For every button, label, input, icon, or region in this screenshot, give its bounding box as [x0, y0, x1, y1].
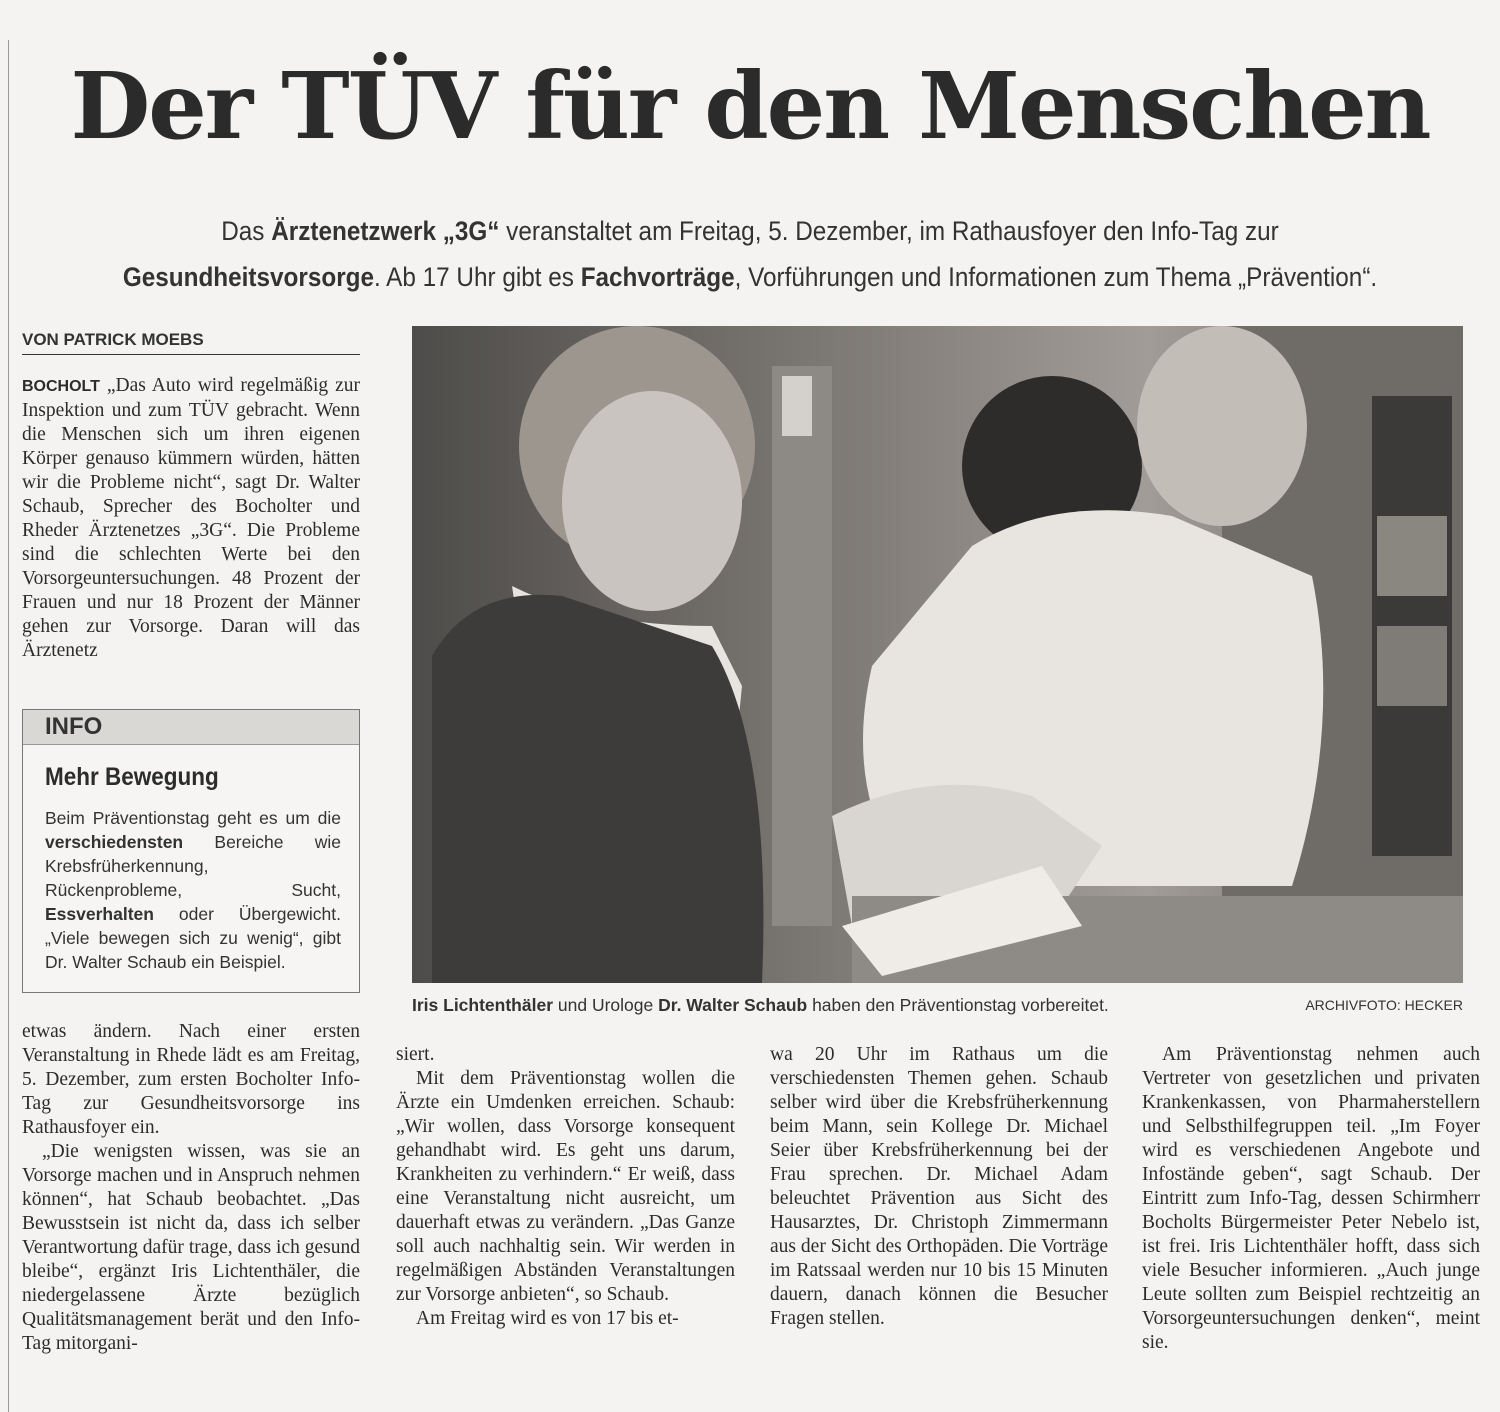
info-box-text: Beim Präventionstag geht es um die verschiedensten Bereiche wie Krebsfrüherkennung, Rückenprobleme, Sucht, Essverhalten oder Übergewicht. „Viele bewegen sich zu wenig“, gibt Dr. Walter Schaub ein Beispiel.	[45, 808, 341, 972]
subhead-line-1: Das Ärztenetzwerk „3G“ veranstaltet am Freitag, 5. Dezember, im Rathausfoyer den Info-Tag zur	[221, 216, 1279, 246]
caption-name-1: Iris Lichtenthäler	[412, 995, 554, 1015]
paragraph: Am Präventionstag nehmen auch Vertreter von gesetzlichen und privaten Krankenkassen, von Pharmaherstellern und Selbsthilfegruppen teil. „Im Foyer wird es verschiedenen Angebote und Infostände geben“, sagt Schaub. Der Eintritt zum Info-Tag, dessen Schirmherr Bocholts Bürgermeister Peter Nebelo ist, ist frei. Iris Lichtenthäler hofft, dass sich viele Besucher informieren. „Auch junge Leute sollten zum Beispiel rechtzeitig an Vorsorgeuntersuchungen denken“, meint sie.	[1142, 1044, 1480, 1353]
photo-caption: Iris Lichtenthäler und Urologe Dr. Walter Schaub haben den Präventionstag vorbereitet. ARCHIVFOTO: HECKER	[412, 995, 1463, 1015]
paragraph: Am Freitag wird es von 17 bis et-	[416, 1308, 679, 1329]
body-column-3	[770, 1043, 1108, 1331]
headline: Der TÜV für den Menschen	[70, 52, 1430, 160]
paragraph: siert.	[396, 1044, 435, 1065]
lead-column	[22, 374, 360, 663]
byline: VON PATRICK MOEBS	[22, 330, 360, 355]
body-column-2	[396, 1043, 735, 1331]
paragraph: Mit dem Präventionstag wollen die Ärzte ein Umdenken erreichen. Schaub: „Wir wollen, dass Vorsorge konsequent gehandhabt wird. Es geht uns darum, Krankheiten zu verhindern.“ Er weiß, dass eine Veranstaltung nicht ausreicht, um dauerhaft etwas zu verändern. „Das Ganze soll auch nachhaltig sein. Wir werden in regelmäßigen Abständen Veranstaltungen zur Vorsorge anbieten“, so Schaub.	[396, 1068, 735, 1305]
subheadline	[102, 208, 1398, 300]
paragraph: wa 20 Uhr im Rathaus um die verschiedensten Themen gehen. Schaub selber wird über die Krebsfrüherkennung beim Mann, sein Kollege Dr. Michael Seier über Krebsfrüherkennung bei der Frau sprechen. Dr. Michael Adam beleuchtet Prävention aus Sicht des Hausarztes, Dr. Christoph Zimmermann aus der Sicht des Orthopäden. Die Vorträge im Ratssaal werden nur 10 bis 15 Minuten dauern, danach können die Besucher Fragen stellen.	[770, 1044, 1108, 1329]
article-photo	[412, 326, 1463, 983]
caption-name-2: Dr. Walter Schaub	[658, 995, 808, 1015]
info-box-title: Mehr Bewegung	[45, 763, 219, 791]
body-column-1	[22, 1020, 360, 1356]
body-column-4	[1142, 1043, 1480, 1355]
info-box	[22, 709, 360, 993]
photo-illustration	[412, 326, 1463, 983]
photo-credit: ARCHIVFOTO: HECKER	[1305, 997, 1463, 1013]
info-box-label: INFO	[23, 710, 359, 745]
dateline: BOCHOLT	[22, 378, 100, 395]
paragraph: etwas ändern. Nach einer ersten Veranstaltung in Rhede lädt es am Freitag, 5. Dezember, zum ersten Bocholter Info-Tag zur Gesundheitsvorsorge ins Rathausfoyer ein.	[22, 1021, 360, 1138]
subhead-line-2: Gesundheitsvorsorge. Ab 17 Uhr gibt es Fachvorträge, Vorführungen und Informationen zum Thema „Prävention“.	[122, 262, 1378, 292]
left-column-rule	[8, 40, 9, 1412]
paragraph: „Die wenigsten wissen, was sie an Vorsorge machen und in Anspruch nehmen können“, hat Schaub beobachtet. „Das Bewusstsein ist nicht da, dass ich selber Verantwortung dafür trage, dass ich gesund bleibe“, ergänzt Iris Lichtenthäler, die niedergelassene Ärzte bezüglich Qualitätsmanagement berät und den Info-Tag mitorgani-	[22, 1141, 360, 1354]
lead-paragraph: BOCHOLT „Das Auto wird regelmäßig zur Inspektion und zum TÜV gebracht. Wenn die Menschen sich um ihren eigenen Körper genauso kümmern würden, hätten wir die Probleme nicht“, sagt Dr. Walter Schaub, Sprecher des Bocholter und Rheder Ärztenetzes „3G“. Die Probleme sind die schlechten Werte bei den Vorsorgeuntersuchungen. 48 Prozent der Frauen und nur 18 Prozent der Männer gehen zur Vorsorge. Daran will das Ärztenetz	[22, 375, 360, 661]
